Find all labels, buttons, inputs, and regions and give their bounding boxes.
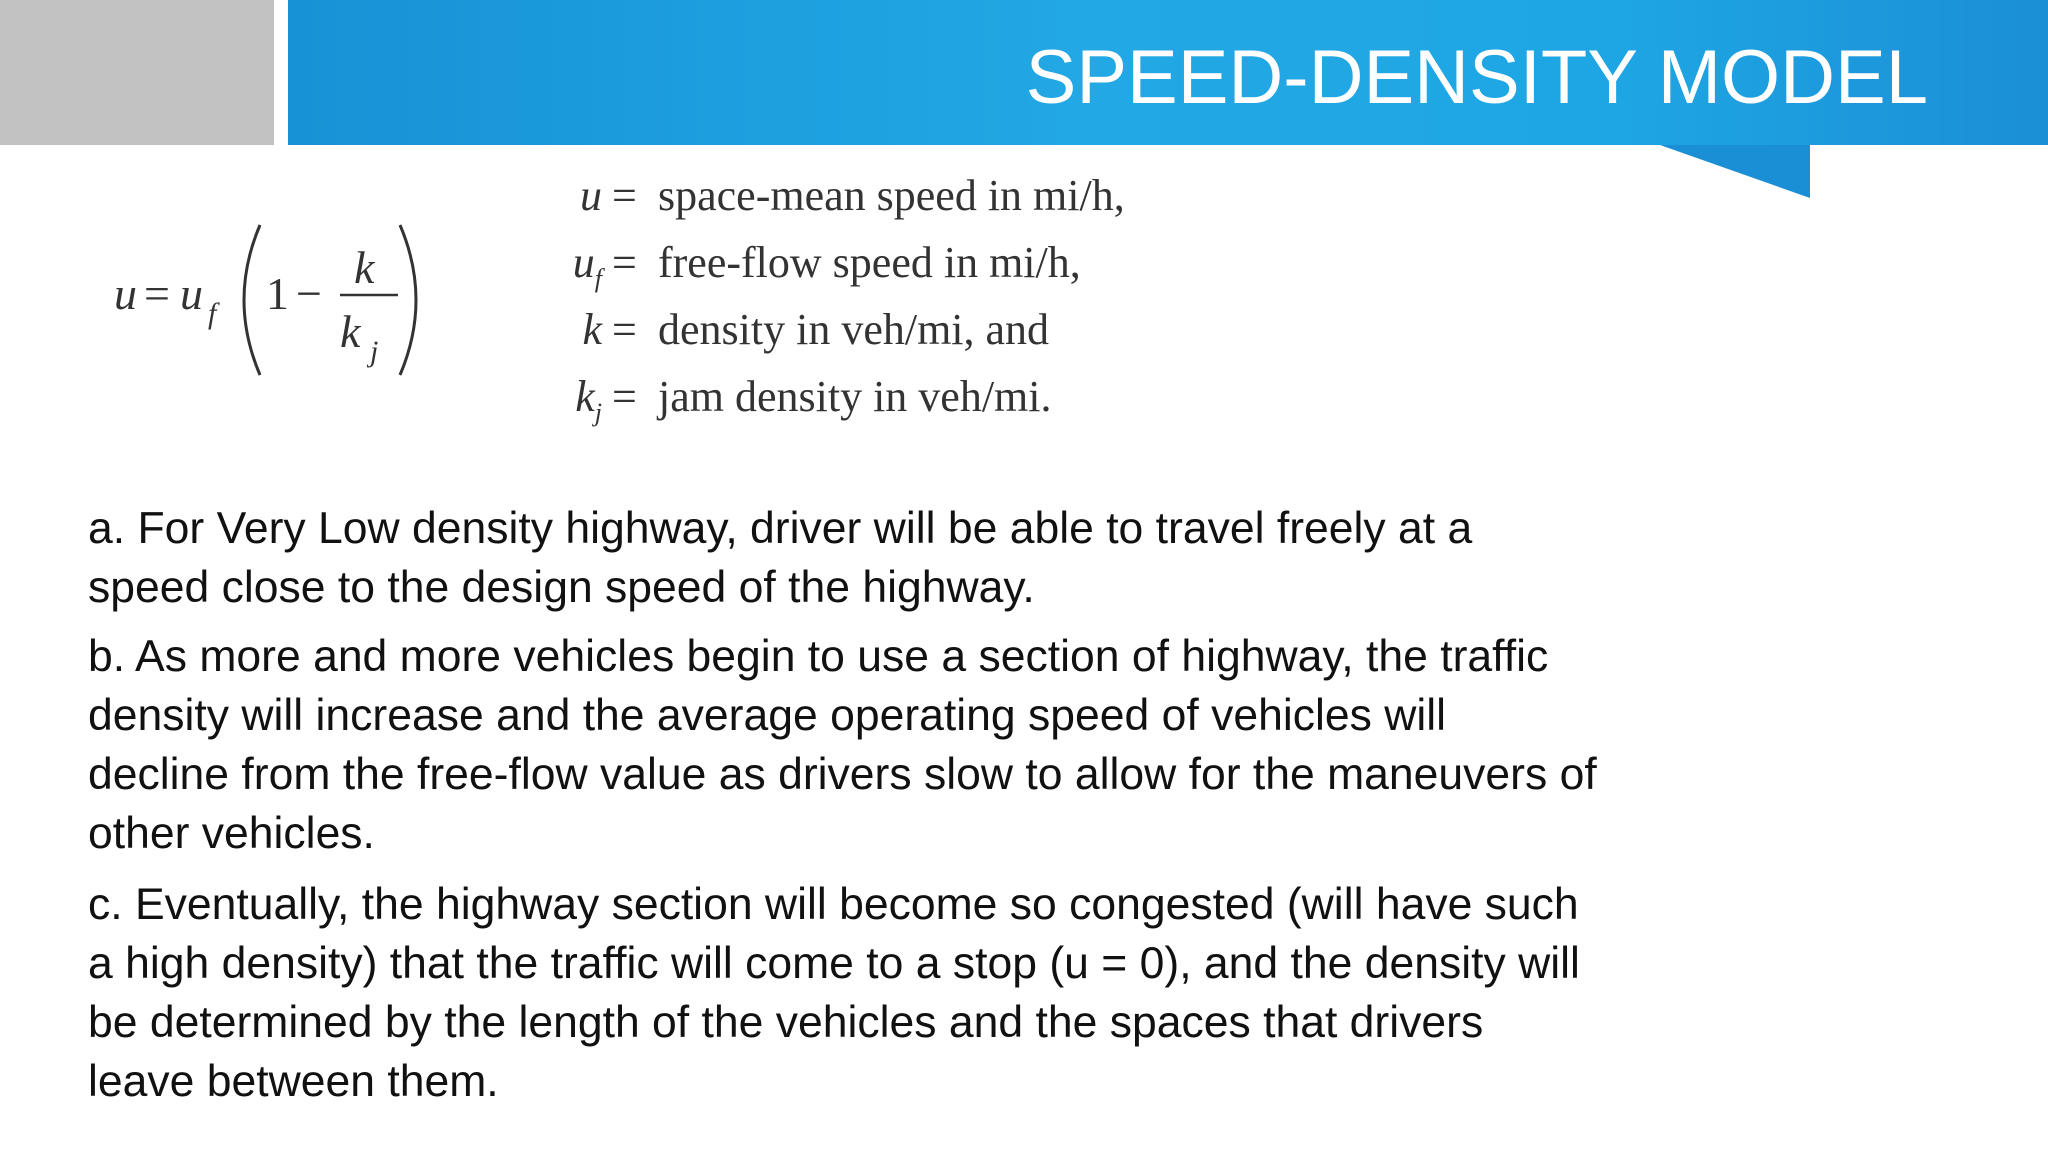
formula-denominator-base: k [340,306,361,357]
paragraph-line: speed close to the design speed of the highway. [88,563,1035,612]
formula-uf-base: u [180,268,203,319]
definition-text: density in veh/mi, and [658,305,1050,354]
definition-text: free-flow speed in mi/h, [658,238,1081,287]
paragraph-line: leave between them. [88,1057,499,1106]
definition-text: space-mean speed in mi/h, [658,171,1125,220]
paragraph-line: a high density) that the traffic will come to a stop (u = 0), and the density will [88,939,1580,988]
paragraph-line: c. Eventually, the highway section will become so congested (will have such [88,880,1579,929]
paragraph-b [88,627,1788,863]
formula-one: 1 [266,268,289,319]
paragraph-line: b. As more and more vehicles begin to use a section of highway, the traffic [88,632,1549,681]
formula-equals: = [144,268,170,319]
formula-lhs: u [114,268,137,319]
paragraph-line: a. For Very Low density highway, driver will be able to travel freely at a [88,504,1473,553]
paragraph-line: other vehicles. [88,809,375,858]
definition-text: jam density in veh/mi. [658,372,1052,421]
definition-equals: = [612,238,637,287]
speed-density-formula [100,205,440,395]
paragraph-a [88,499,1788,617]
slide-title: SPEED-DENSITY MODEL [1025,35,1928,120]
formula-right-paren [400,225,416,375]
formula-denominator-sub: j [370,335,379,368]
formula-uf-sub: f [208,297,217,330]
paragraph-line: be determined by the length of the vehicles and the spaces that drivers [88,998,1484,1047]
definition-equals: = [612,171,637,220]
definition-symbol: u [580,171,602,220]
formula-numerator: k [354,242,375,293]
formula-left-paren [244,225,260,375]
paragraph-c [88,875,1788,1111]
definition-equals: = [612,372,637,421]
definition-symbol: $k_j$ [575,372,602,427]
formula-minus: − [296,268,322,319]
paragraph-line: density will increase and the average operating speed of vehicles will [88,691,1447,740]
definition-symbol: $u_f$ [572,238,602,293]
paragraph-line: decline from the free-flow value as drivers slow to allow for the maneuvers of [88,750,1597,799]
definition-symbol: k [582,305,602,354]
definition-equals: = [612,305,637,354]
